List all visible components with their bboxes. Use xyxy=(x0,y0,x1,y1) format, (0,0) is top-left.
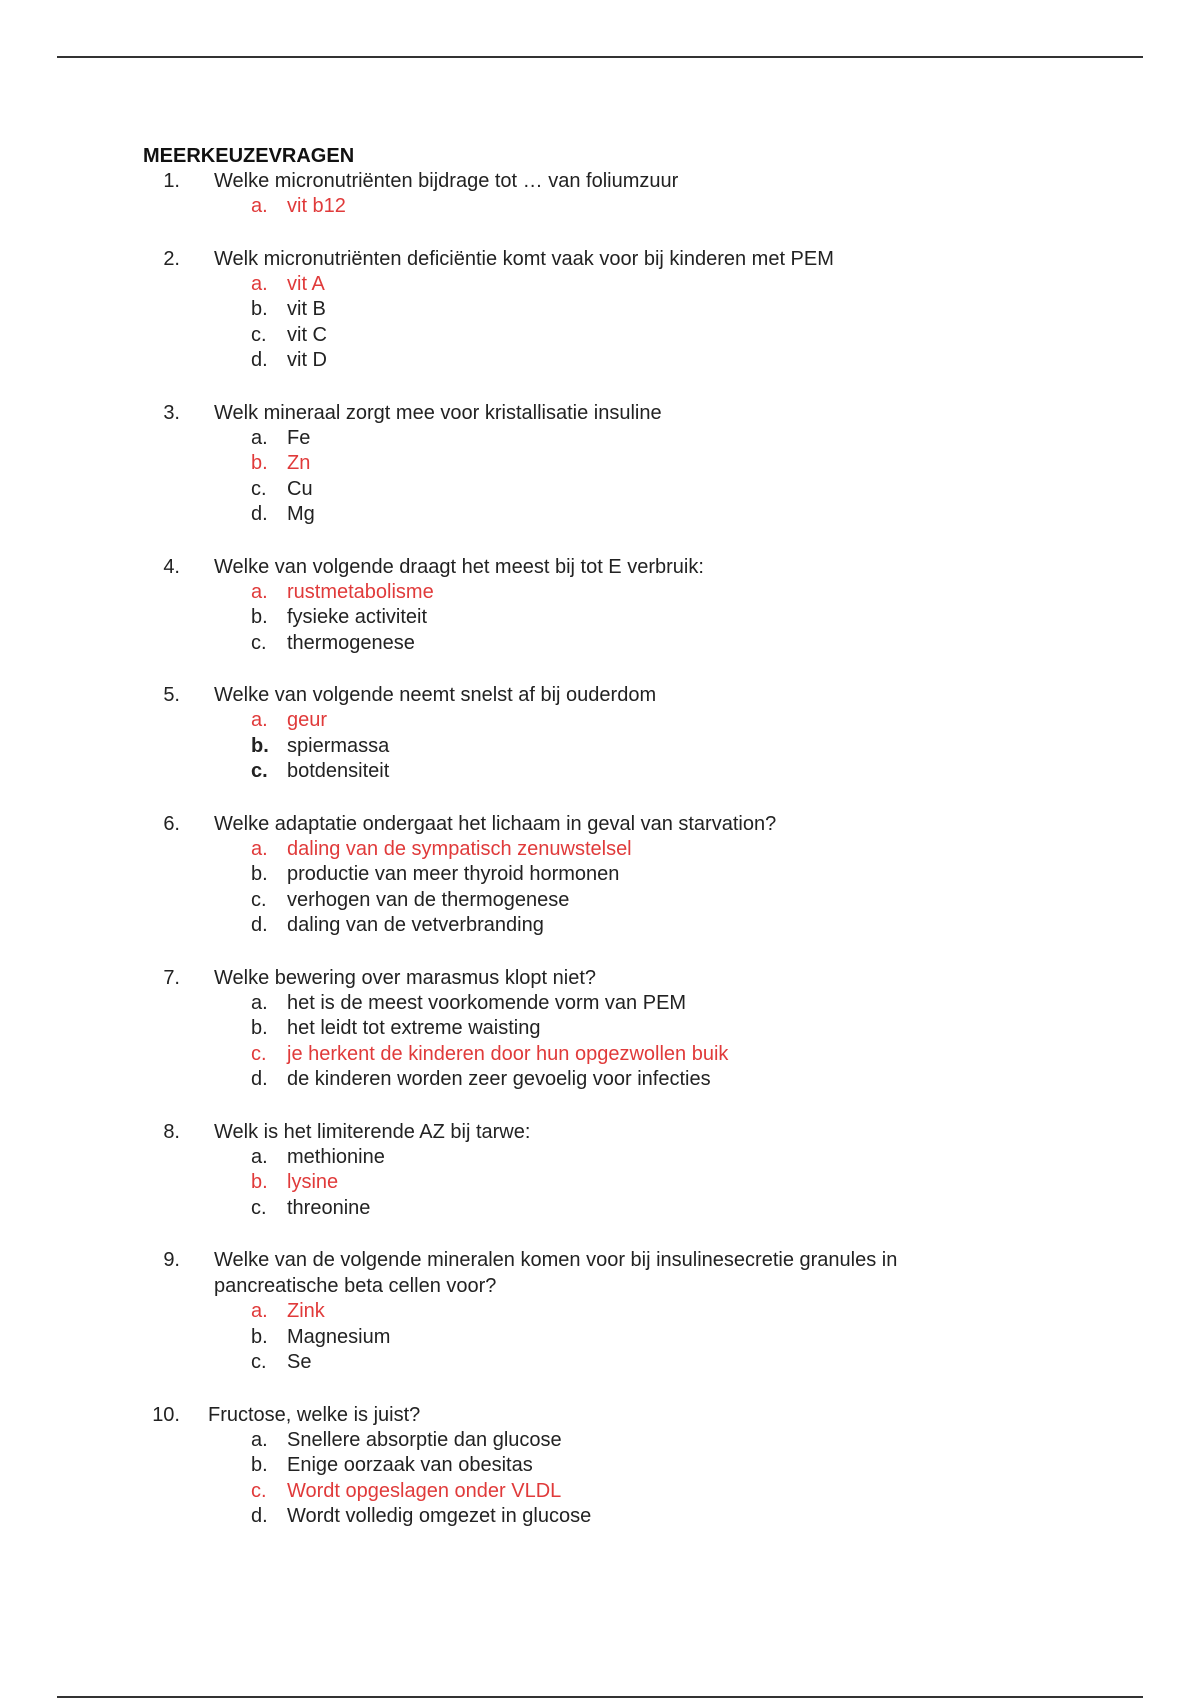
question-text: Welke van volgende draagt het meest bij tot E verbruik: xyxy=(214,555,704,578)
answer-option-correct: a. vit A xyxy=(251,272,325,295)
answer-option: c. threonine xyxy=(251,1196,371,1219)
answer-option: b. Magnesium xyxy=(251,1325,391,1348)
question-text: Welke micronutriënten bijdrage tot … van foliumzuur xyxy=(214,170,679,192)
question-number: 6. xyxy=(163,812,180,835)
question-10 xyxy=(143,1402,1143,1530)
question-text: Welke van volgende neemt snelst af bij ouderdom xyxy=(214,684,657,706)
answer-option-correct: a. rustmetabolisme xyxy=(251,580,434,603)
answer-option: a. Fe xyxy=(251,426,311,449)
question-2 xyxy=(143,246,1143,374)
question-8 xyxy=(143,1119,1143,1222)
question-text: Welke adaptatie ondergaat het lichaam in geval van starvation? xyxy=(214,812,777,835)
footer-rule xyxy=(57,1696,1143,1698)
answer-option: d. vit D xyxy=(251,349,327,371)
question-7 xyxy=(143,965,1143,1093)
question-text: Welk mineraal zorgt mee voor kristallisatie insuline xyxy=(214,401,662,424)
answer-option-correct: a. daling van de sympatisch zenuwstelsel xyxy=(251,837,632,860)
question-number: 2. xyxy=(163,247,180,270)
answer-option: c. verhogen van de thermogenese xyxy=(251,888,570,911)
question-text-continued: pancreatische beta cellen voor? xyxy=(214,1275,497,1297)
question-5 xyxy=(143,682,1143,785)
question-9 xyxy=(143,1247,1143,1376)
answer-option: d. de kinderen worden zeer gevoelig voor infecties xyxy=(251,1068,711,1090)
answer-option: c. vit C xyxy=(251,323,327,346)
answer-option-correct: b. lysine xyxy=(251,1171,339,1193)
answer-option: d. Mg xyxy=(251,503,315,525)
answer-option: b. fysieke activiteit xyxy=(251,606,428,628)
section-heading: MEERKEUZEVRAGEN xyxy=(143,145,355,167)
question-text: Welk is het limiterende AZ bij tarwe: xyxy=(214,1120,531,1143)
answer-option: d. Wordt volledig omgezet in glucose xyxy=(251,1505,592,1527)
answer-option-correct: a. vit b12 xyxy=(251,195,346,217)
answer-option-correct: c. Wordt opgeslagen onder VLDL xyxy=(251,1479,562,1502)
answer-option: b. productie van meer thyroid hormonen xyxy=(251,863,620,885)
answer-option-correct: a. geur xyxy=(251,709,328,731)
question-number: 1. xyxy=(163,170,180,192)
question-text: Fructose, welke is juist? xyxy=(208,1403,421,1426)
question-number: 9. xyxy=(163,1249,180,1271)
question-number: 3. xyxy=(163,401,180,424)
answer-option: d. daling van de vetverbranding xyxy=(251,914,544,936)
answer-option: a. methionine xyxy=(251,1145,385,1168)
question-3 xyxy=(143,400,1143,528)
question-number: 5. xyxy=(163,684,180,706)
answer-option: b. Enige oorzaak van obesitas xyxy=(251,1454,533,1476)
question-text: Welk micronutriënten deficiëntie komt vaak voor bij kinderen met PEM xyxy=(214,247,834,270)
answer-option: c. Se xyxy=(251,1351,312,1373)
question-text: Welke bewering over marasmus klopt niet? xyxy=(214,966,597,989)
answer-option: a. Snellere absorptie dan glucose xyxy=(251,1428,562,1451)
header-rule xyxy=(57,56,1143,58)
answer-option-correct: a. Zink xyxy=(251,1300,325,1322)
question-6 xyxy=(143,811,1143,939)
question-number: 10. xyxy=(152,1403,180,1426)
answer-option: b. spiermassa xyxy=(251,734,390,757)
question-number: 8. xyxy=(163,1120,180,1143)
question-4 xyxy=(143,554,1143,657)
answer-option: c. thermogenese xyxy=(251,631,415,654)
document-body xyxy=(143,144,1143,1530)
answer-option: b. vit B xyxy=(251,298,326,320)
answer-option: b. het leidt tot extreme waisting xyxy=(251,1017,541,1039)
answer-option-correct: b. Zn xyxy=(251,452,311,474)
answer-option: c. botdensiteit xyxy=(251,760,390,782)
question-1 xyxy=(143,168,1143,220)
answer-option-correct: c. je herkent de kinderen door hun opgezwollen buik xyxy=(251,1042,729,1065)
question-number: 7. xyxy=(163,966,180,989)
question-text: Welke van de volgende mineralen komen voor bij insulinesecretie granules in xyxy=(214,1249,898,1271)
answer-option: a. het is de meest voorkomende vorm van PEM xyxy=(251,991,687,1014)
question-number: 4. xyxy=(163,555,180,578)
answer-option: c. Cu xyxy=(251,477,313,500)
